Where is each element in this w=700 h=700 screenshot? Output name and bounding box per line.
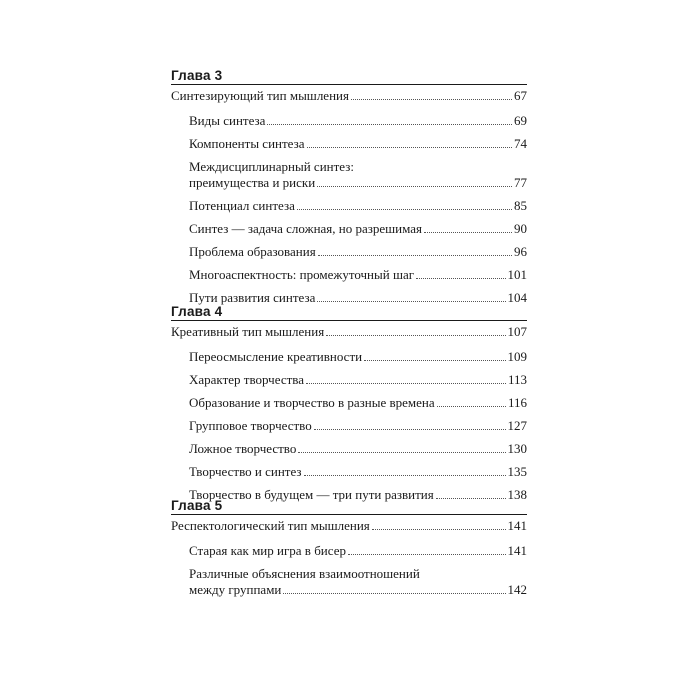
chapter-5 [171,497,527,598]
entry-title: Ложное творчество [189,441,297,456]
page-number: 116 [507,395,527,410]
page-number: 135 [507,464,527,479]
page-number: 69 [514,113,527,128]
entry-title: Компоненты синтеза [189,136,305,151]
entry-title: Потенциал синтеза [189,198,295,213]
chapter-rule [171,514,527,515]
toc-entry[interactable] [189,342,527,365]
page-number: 104 [507,290,527,305]
dot-leader [304,475,506,476]
dot-leader [297,209,512,210]
dot-leader [372,529,506,530]
chapter-heading: Глава 4 [171,304,223,319]
entry-title: Характер творчества [189,372,305,387]
page-number: 141 [507,543,527,558]
toc-entry[interactable] [189,457,527,480]
toc-entry[interactable] [189,388,527,411]
entry-title: Проблема образования [189,244,316,259]
page-number: 130 [507,441,527,456]
dot-leader [364,360,505,361]
entry-title: между группами [189,582,282,597]
page-number: 67 [514,88,527,103]
toc-entry[interactable] [189,214,527,237]
dot-leader [351,99,512,100]
dot-leader [317,301,505,302]
entry-title-line1: Различные объяснения взаимоотношений [189,566,420,581]
dot-leader [306,383,506,384]
toc-entry[interactable] [189,129,527,152]
toc-main-entry[interactable] [171,320,527,340]
entry-title: Переосмысление креативности [189,349,363,364]
page-number: 138 [507,487,527,502]
chapter-heading: Глава 5 [171,498,223,513]
entry-title: Пути развития синтеза [189,290,316,305]
page-number: 96 [514,244,527,259]
page-number: 127 [507,418,527,433]
dot-leader [318,255,512,256]
toc-entry[interactable] [189,365,527,388]
page-number: 107 [507,324,527,339]
dot-leader [298,452,505,453]
entry-title: преимущества и риски [189,175,316,190]
page-number: 113 [507,372,527,387]
dot-leader [314,429,506,430]
entry-title: Образование и творчество в разные времена [189,395,435,410]
page-number: 101 [507,267,527,282]
page-number: 77 [514,175,527,190]
toc-entry[interactable] [189,106,527,129]
entry-title: Респектологический тип мышления [171,518,370,533]
entry-title-line1: Междисциплинарный синтез: [189,159,354,174]
dot-leader [424,232,512,233]
chapter-4 [171,303,527,503]
dot-leader [416,278,505,279]
chapter-3 [171,67,527,306]
page-number: 141 [507,518,527,533]
page-number: 85 [514,198,527,213]
entry-title: Синтезирующий тип мышления [171,88,349,103]
entry-title: Старая как мир игра в бисер [189,543,346,558]
dot-leader [326,335,505,336]
toc-entry[interactable] [189,559,527,598]
toc-main-entry[interactable] [171,514,527,534]
toc-entry[interactable] [189,434,527,457]
toc-main-entry[interactable] [171,84,527,104]
dot-leader [437,406,506,407]
page-number: 74 [514,136,527,151]
toc-entry[interactable] [189,411,527,434]
page-number: 109 [507,349,527,364]
toc-entry[interactable] [189,237,527,260]
dot-leader [348,554,506,555]
toc-entry[interactable] [189,536,527,559]
toc-entry[interactable] [189,260,527,283]
entry-title: Синтез — задача сложная, но разрешимая [189,221,423,236]
entry-title: Творчество и синтез [189,464,302,479]
entry-title: Виды синтеза [189,113,266,128]
entry-title: Многоаспектность: промежуточный шаг [189,267,415,282]
toc-entry[interactable] [189,191,527,214]
dot-leader [307,147,512,148]
dot-leader [317,186,512,187]
entry-title: Групповое творчество [189,418,312,433]
dot-leader [283,593,505,594]
entry-title: Творчество в будущем — три пути развития [189,487,434,502]
entry-title: Креативный тип мышления [171,324,325,339]
chapter-rule [171,320,527,321]
chapter-rule [171,84,527,85]
chapter-heading: Глава 3 [171,68,223,83]
page-number: 142 [507,582,527,597]
dot-leader [267,124,512,125]
toc-entry[interactable] [189,152,527,191]
page-number: 90 [514,221,527,236]
